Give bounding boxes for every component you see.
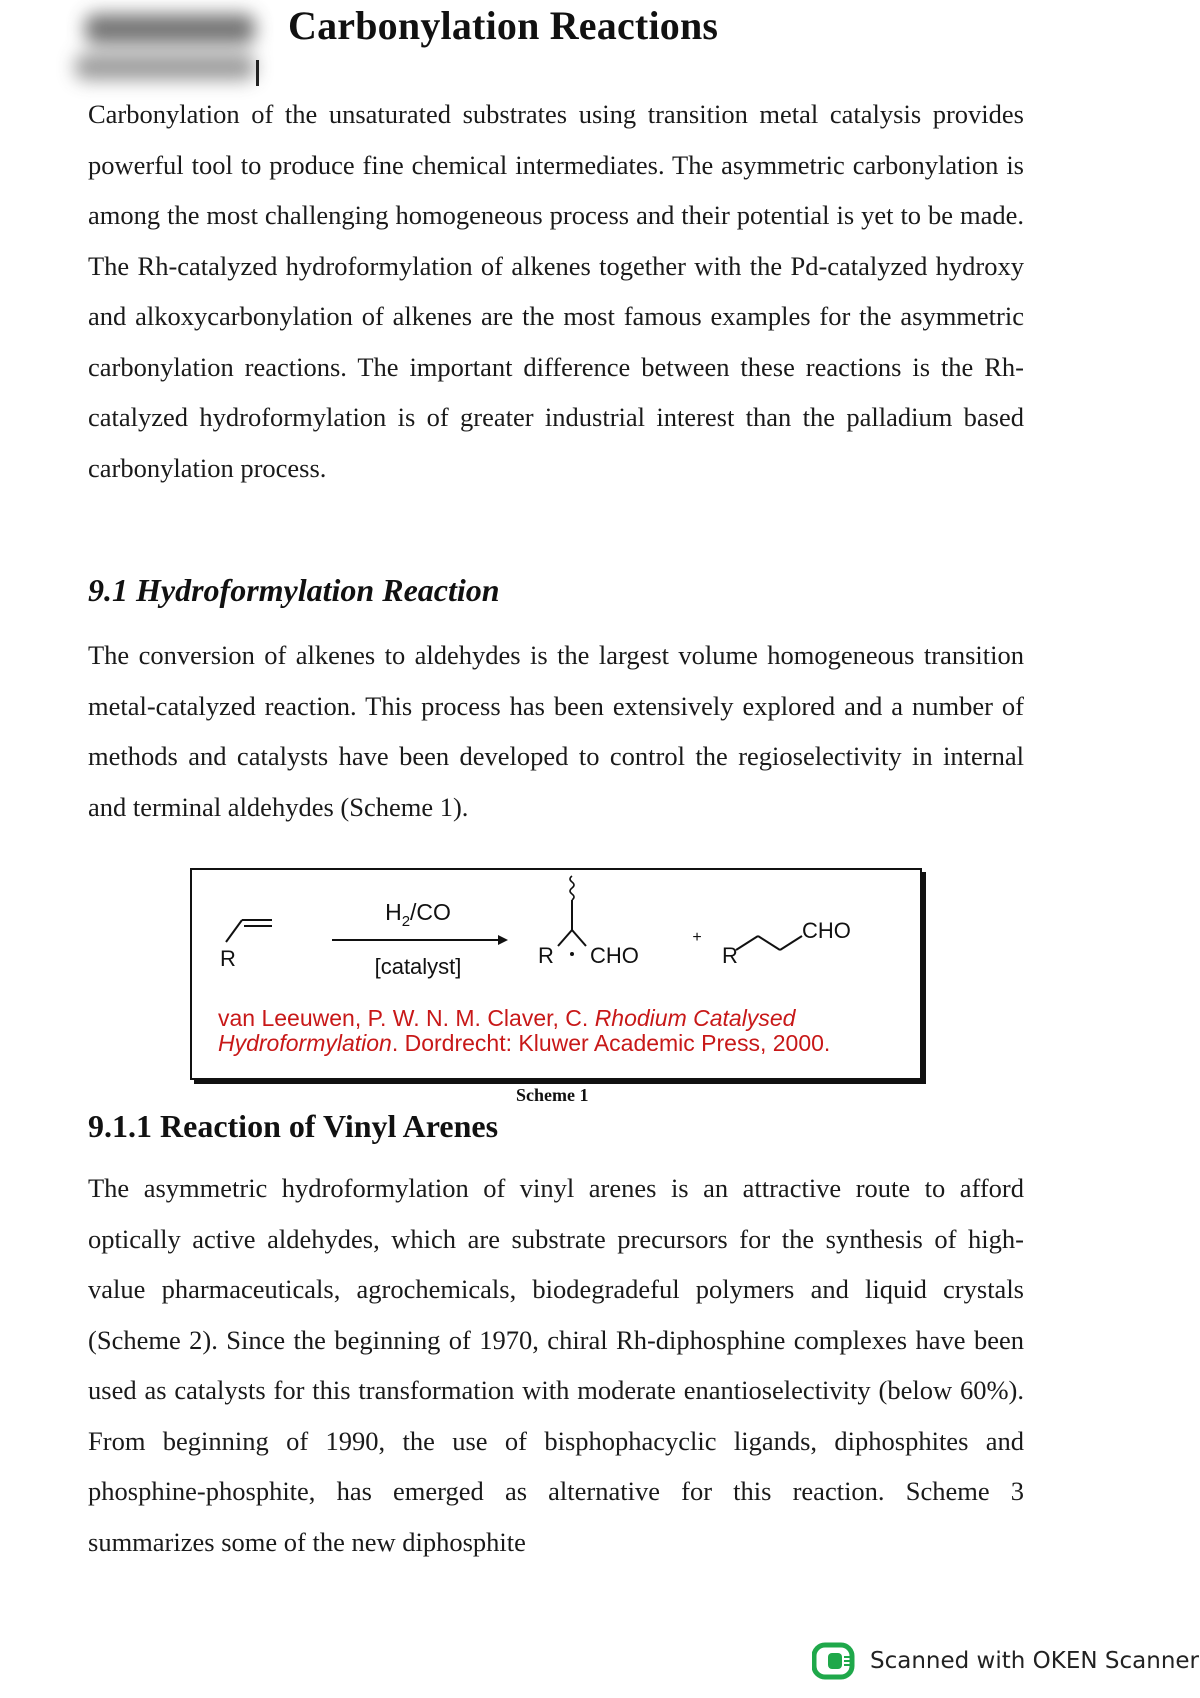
reagent-below: [catalyst] [374, 954, 462, 979]
reaction-arrow [332, 935, 508, 945]
scheme-citation [218, 1006, 908, 1056]
section-paragraph: The conversion of alkenes to aldehydes is the largest volume homogeneous transition metal-catalyzed reaction. This process has been extensively explored and a number of methods and catalysts have been developed to control the regioselectivity in internal and terminal aldehydes (Scheme 1). [88, 640, 1024, 822]
citation-authors: van Leeuwen, P. W. N. M. Claver, C. [218, 1005, 595, 1031]
citation-book-title: Rhodium Catalysed Hydroformylation [218, 1005, 796, 1056]
scheme-caption: Scheme 1 [516, 1085, 589, 1105]
page-title: Carbonylation Reactions [288, 3, 719, 48]
citation-publisher: . Dordrecht: Kluwer Academic Press, 2000. [391, 1030, 831, 1056]
scanner-watermark-text: Scanned with OKEN Scanner [870, 1648, 1199, 1674]
substrate-r-label: R [220, 946, 236, 971]
reagent-above: $H_2/CO$ [385, 899, 451, 930]
substrate-alkene [226, 920, 272, 942]
section-heading: 9.1 Hydroformylation Reaction [88, 572, 500, 608]
intro-paragraph: Carbonylation of the unsaturated substrates using transition metal catalysis provides powerful tool to produce fine chemical intermediates. The asymmetric carbonylation is among the most challenging homogeneous process and their potential is yet to be made. The Rh-catalyzed hydroformylation of alkenes together with the Pd-catalyzed hydroxy and alkoxycarbonylation of alkenes are the most famous examples for the asymmetric carbonylation reactions. The important difference between these reactions is the Rh-catalyzed hydroformylation is of greater industrial interest than the palladium based carbonylation process. [88, 99, 1024, 483]
subsection-heading: 9.1.1 Reaction of Vinyl Arenes [88, 1108, 499, 1144]
product1-cho-label: CHO [590, 943, 639, 968]
redacted-header [75, 6, 270, 86]
product2-r-label: R [722, 943, 738, 968]
subsection-paragraph: The asymmetric hydroformylation of vinyl arenes is an attractive route to afford optically active aldehydes, which are substrate precursors for the synthesis of high-value pharmaceuticals, agrochemicals, biodegradeful polymers and liquid crystals (Scheme 2). Since the beginning of 1970, chiral Rh-diphosphine complexes have been used as catalysts for this transformation with moderate enantioselectivity (below 60%). From beginning of 1990, the use of bisphophacyclic ligands, diphosphites and phosphine-phosphite, has emerged as alternative for this reaction. Scheme 3 summarizes some of the new diphosphite [88, 1173, 1024, 1557]
plus-sign: + [692, 929, 702, 946]
linear-product [736, 936, 802, 950]
product1-r-label: R [538, 943, 554, 968]
scanner-watermark [812, 1642, 1199, 1680]
branched-product [558, 876, 586, 956]
scanner-logo-icon [812, 1642, 856, 1680]
header-mark [256, 60, 259, 86]
product2-cho-label: CHO [802, 918, 851, 943]
scheme-figure [190, 868, 922, 1080]
